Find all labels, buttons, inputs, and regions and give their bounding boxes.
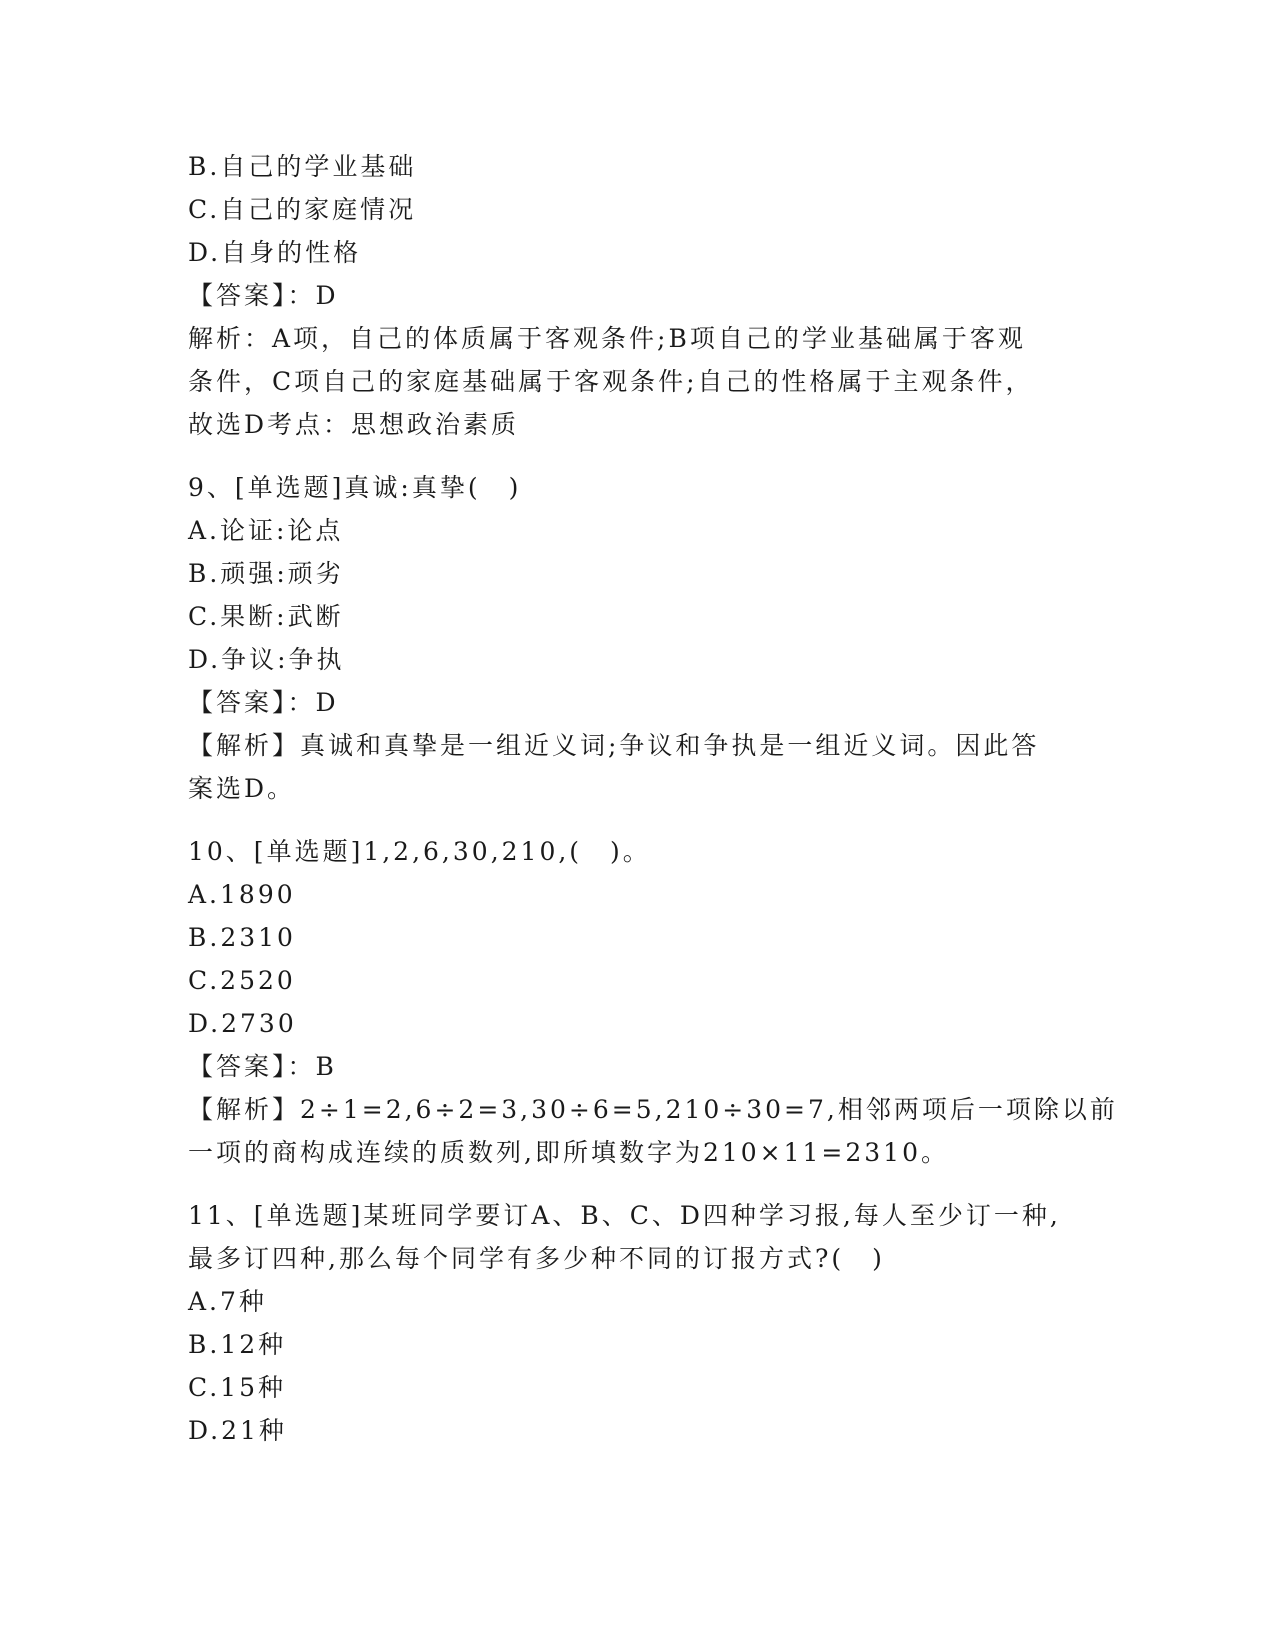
- q9-analysis-line: 【解析】真诚和真挚是一组近义词;争议和争执是一组近义词。因此答: [188, 731, 1040, 760]
- q8-analysis-line: 解析：A项，自己的体质属于客观条件;B项自己的学业基础属于客观: [188, 324, 1026, 353]
- q8-option-d: D.自身的性格: [188, 238, 362, 267]
- q10-analysis: [188, 1088, 1118, 1174]
- q11-option-b: B.12种: [188, 1330, 287, 1359]
- q10-analysis-line: 【解析】2÷1=2,6÷2=3,30÷6=5,210÷30=7,相邻两项后一项除以前: [188, 1095, 1118, 1124]
- q8-analysis-line: 条件，C项自己的家庭基础属于客观条件;自己的性格属于主观条件，: [188, 367, 1034, 396]
- q11-question: [188, 1194, 1088, 1280]
- q9-question: 9、[单选题]真诚:真挚( ): [188, 473, 522, 502]
- q11-question-line: 最多订四种,那么每个同学有多少种不同的订报方式?( ): [188, 1244, 885, 1273]
- q10-answer: 【答案】：B: [188, 1052, 337, 1081]
- q9-answer: 【答案】：D: [188, 688, 339, 717]
- q9-option-b: B.顽强:顽劣: [188, 559, 344, 588]
- spacer: [188, 446, 1088, 466]
- q11-option-a: A.7种: [188, 1287, 267, 1316]
- question-8: [188, 145, 1088, 446]
- q9-option-c: C.果断:武断: [188, 602, 344, 631]
- q9-option-d: D.争议:争执: [188, 645, 345, 674]
- q8-option-b: B.自己的学业基础: [188, 152, 417, 181]
- question-9: [188, 466, 1088, 810]
- q8-analysis: [188, 317, 1088, 446]
- q10-option-b: B.2310: [188, 923, 296, 952]
- q11-question-line: 11、[单选题]某班同学要订A、B、C、D四种学习报,每人至少订一种,: [188, 1201, 1061, 1230]
- q9-analysis: [188, 724, 1088, 810]
- q8-analysis-line: 故选D考点：思想政治素质: [188, 410, 520, 439]
- document-page: [188, 145, 1118, 1452]
- q8-answer: 【答案】：D: [188, 281, 339, 310]
- q10-option-a: A.1890: [188, 880, 296, 909]
- q10-option-d: D.2730: [188, 1009, 297, 1038]
- q11-option-d: D.21种: [188, 1416, 287, 1445]
- q9-option-a: A.论证:论点: [188, 516, 344, 545]
- q11-option-c: C.15种: [188, 1373, 286, 1402]
- question-10: [188, 830, 1118, 1174]
- q9-analysis-line: 案选D。: [188, 774, 296, 803]
- question-11: [188, 1194, 1088, 1452]
- q10-question: 10、[单选题]1,2,6,30,210,( )。: [188, 837, 651, 866]
- q10-option-c: C.2520: [188, 966, 296, 995]
- spacer: [188, 810, 1088, 830]
- spacer: [188, 1174, 1088, 1194]
- q10-analysis-line: 一项的商构成连续的质数列,即所填数字为210×11=2310。: [188, 1138, 949, 1167]
- q8-option-c: C.自己的家庭情况: [188, 195, 417, 224]
